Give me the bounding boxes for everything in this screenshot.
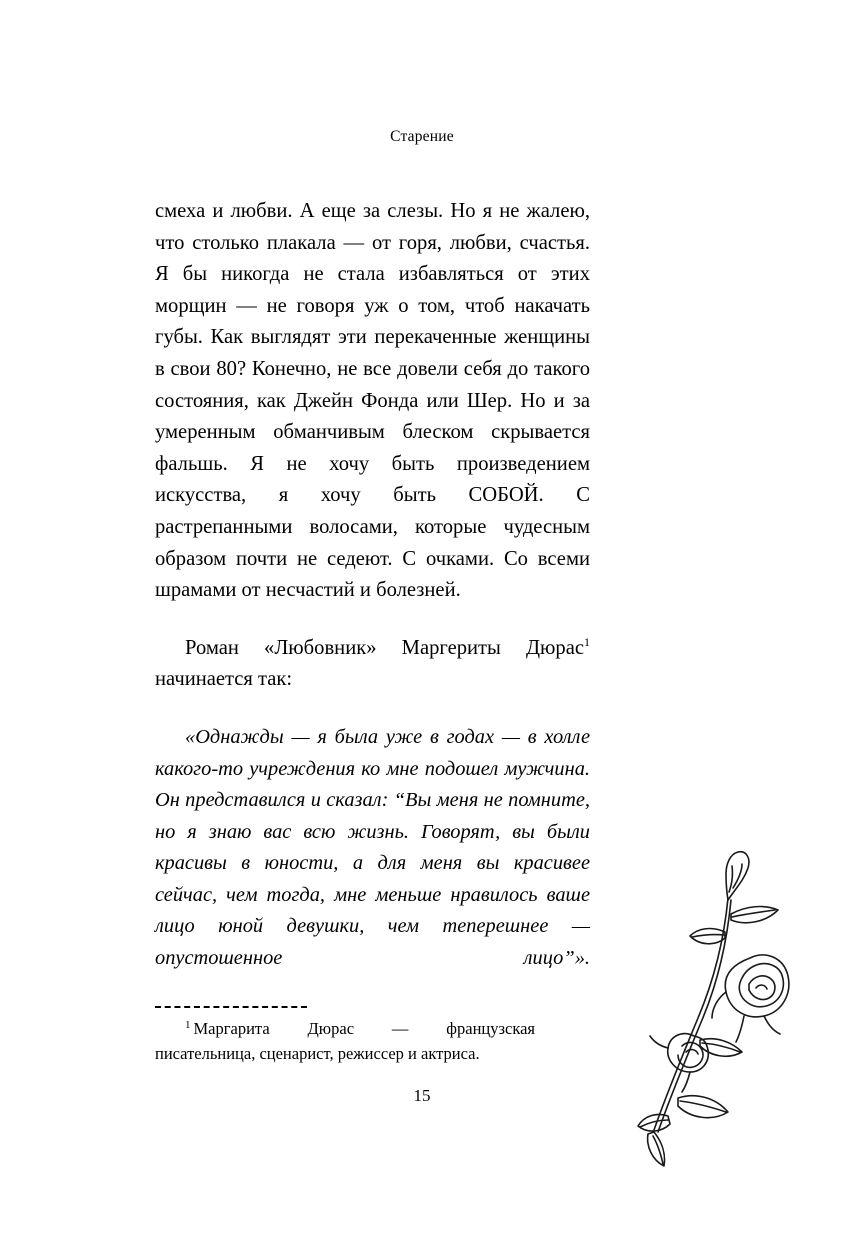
paragraph-intro-text-before: Роман «Любовник» Маргериты Дюрас — [185, 636, 584, 659]
footnote-separator — [155, 1006, 307, 1008]
footnote-number: 1 — [185, 1018, 191, 1031]
paragraph-continued: смеха и любви. А еще за слезы. Но я не жалею, что столько плакала — от горя, любви, счастья. Я бы никогда не стала избавляться от этих морщин — не говоря уж о том, чтоб накачать губы. Как выглядят эти перекаченные женщины в свои 80? Конечно, не все довели себя до такого состояния, как Джейн Фонда или Шер. Но и за умеренным обманчивым блеском скрывается фальшь. Я не хочу быть произведением искусства, я хочу быть СОБОЙ. С растрепанными волосами, которые чудесным образом почти не седеют. С очками. Со всеми шрамами от несчастий и болезней. — [155, 200, 590, 602]
paragraph-intro — [155, 633, 590, 696]
paragraph-intro-text-after: начинается так: — [155, 668, 293, 691]
footnote-text: Маргарита Дюрас — французская писательница, сценарист, режиссер и актриса. — [155, 1019, 535, 1063]
running-head: Старение — [390, 128, 454, 145]
rose-branch-ornament — [632, 840, 812, 1170]
page-number: 15 — [413, 1086, 431, 1105]
footnote-1 — [155, 1016, 535, 1066]
footnote-reference-1[interactable]: 1 — [584, 634, 590, 649]
block-quote: «Однажды — я была уже в годах — в холле какого-то учреждения ко мне подошел мужчина. Он представился и сказал: “Вы меня не помните, но я знаю вас всю жизнь. Говорят, вы были красивы в юности, а для меня вы красивее сейчас, чем тогда, мне меньше нравилось ваше лицо юной девушки, чем теперешнее — опустошенное лицо”». — [155, 725, 590, 970]
text-column — [155, 196, 590, 975]
